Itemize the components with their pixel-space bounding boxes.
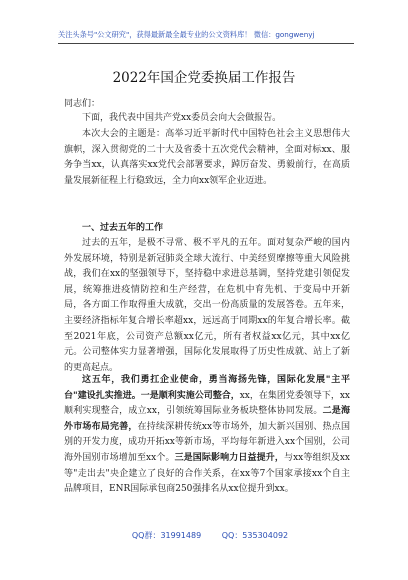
paragraph-opening: 下面，我代表中国共产党xx委员会向大会做报告。 (82, 113, 282, 123)
achievement-text-3: 与xx等组织及xx等"走出去"央企建立了良好的合作关系，在xx等7个国家承接xx个自主品牌项目，ENR国际承包商250强排名从xx位提升到xx。 (64, 452, 350, 495)
salutation: 同志们： (64, 99, 101, 109)
section-heading: 一、过去五年的工作 (82, 223, 164, 233)
footer-qq: QQ：535304092 (221, 531, 289, 540)
achievement-point-2: 二是海外市场布局完善， (64, 406, 350, 432)
achievement-lead: 这五年，我们勇扛企业使命，勇当海扬先锋，国际化发展"主平台"建设扎实推进。一是顺利实施公司整合， (64, 375, 350, 401)
achievement-text-1: xx，在集团党委领导下，xx顺利实现整合，成立xx，引领统筹国际业务板块整体协同发展。 (64, 390, 351, 417)
footer-contact (80, 530, 340, 541)
achievement-text-2: 在持续深耕传统xx等市场外，加大新兴国别、热点国别的开发力度，成功开拓xx等新市场，平均每年新进入xx个国别，公司海外国别市场增加至xx个。 (64, 421, 350, 463)
paragraph-past-five-years: 过去的五年，是极不寻常、极不平凡的五年。面对复杂严峻的国内外发展环境，特别是新冠肺炎全球大流行、中美经贸摩擦等重大风险挑战，我们在xx的坚强领导下，坚持稳中求进总基调，坚持党建引领促发展，统筹推进疫情防控和生产经营，在危机中育先机、于变局中开新局，各方面工作取得重大成就，交出一份高质量的发展答卷。五年来，主要经济指标年复合增长率超xx，远远高于同期xx的年复合增长率。截至2021年底，公司资产总额xx亿元，所有者权益xx亿元，其中xx亿元。公司整体实力显著增强，国际化发展取得了历史性成就、站上了新的更高起点。 (64, 238, 350, 373)
document-title: 2022年国企党委换届工作报告 (112, 70, 296, 86)
paragraph-theme: 本次大会的主题是：高举习近平新时代中国特色社会主义思想伟大旗帜，深入贯彻党的二十大及省委十五次党代会精神，全面对标xx、服务争当xx，认真落实xx党代会部署要求，踔厉奋发、勇毅前行，在高质量发展新征程上行稳致远，全力向xx领军企业迈进。 (64, 129, 350, 186)
paragraph-achievements (64, 373, 350, 498)
header-divider (58, 43, 354, 44)
header-promo-text: 关注头条号"公文研究"，获得最新最全最专业的公文资料库！ 微信：gongwenyj (58, 30, 315, 39)
footer-qq-group: QQ群：31991489 (131, 531, 202, 540)
achievement-point-3: 三是国际影响力日益提升， (174, 452, 284, 463)
